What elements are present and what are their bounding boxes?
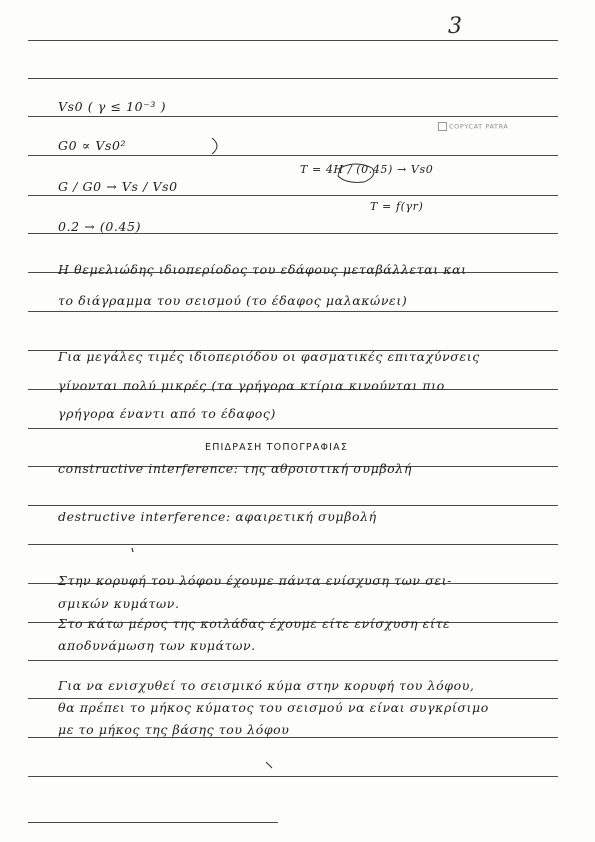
tick-mark (266, 762, 272, 768)
formula-g0: G0 ∝ Vs0² (58, 138, 127, 153)
paragraph-3-line-4: αποδυνάμωση των κυμάτων. (58, 638, 256, 653)
formula-period: Τ = 4H / (0.45) → Vs0 (300, 163, 434, 176)
ruled-line (28, 737, 558, 738)
ruled-line (28, 505, 558, 506)
formula-ratio-value: 0.2 → (0.45) (58, 219, 142, 234)
ruled-line (28, 155, 558, 156)
stamp-text: COPYCAT PATRA (449, 122, 509, 131)
paragraph-1-line-2: το διάγραμμα του σεισμού (το έδαφος μαλακώνει) (58, 293, 408, 308)
brace-mark (212, 138, 217, 154)
constructive-interference-line: constructive interference: της αθροιστική συμβολή (58, 461, 412, 476)
ruled-line-short (28, 822, 278, 823)
ruled-line (28, 660, 558, 661)
ruled-line (28, 544, 558, 545)
paragraph-2-line-2: γίνονται πολύ μικρές (τα γρήγορα κτίρια κινούνται πιο (58, 378, 445, 393)
paragraph-4-line-2: θα πρέπει το μήκος κύματος του σεισμού να είναι συγκρίσιμο (58, 700, 489, 715)
dot-mark (132, 548, 133, 552)
section-heading: ΕΠΙΔΡΑΣΗ ΤΟΠΟΓΡΑΦΙΑΣ (205, 442, 349, 453)
paragraph-2-line-1: Για μεγάλες τιμές ιδιοπεριόδου οι φασματικές επιταχύνσεις (58, 349, 480, 364)
paragraph-3-line-3: Στο κάτω μέρος της κοιλάδας έχουμε είτε ενίσχυση είτε (58, 616, 451, 631)
paragraph-2-line-3: γρήγορα έναντι από το έδαφος) (58, 406, 277, 421)
ruled-line (28, 40, 558, 41)
paragraph-1-line-1: Η θεμελιώδης ιδιοπερίοδος του εδάφους μεταβάλλεται και (58, 262, 467, 277)
ruled-line (28, 116, 558, 117)
formula-ratio: G / G0 → Vs / Vs0 (58, 179, 178, 194)
ruled-line (28, 311, 558, 312)
paragraph-4-line-3: με το μήκος της βάσης του λόφου (58, 722, 290, 737)
formula-vs0: Vs0 ( γ ≤ 10⁻³ ) (58, 99, 167, 114)
ruled-line (28, 428, 558, 429)
page-number: 3 (448, 14, 462, 39)
ruled-line (28, 195, 558, 196)
paragraph-3-line-2: σμικών κυμάτων. (58, 596, 180, 611)
stamp-logo-icon (438, 122, 447, 131)
destructive-interference-line: destructive interference: αφαιρετική συμβολή (58, 509, 377, 524)
formula-period-function: T = f(γr) (370, 200, 424, 213)
paragraph-3-line-1: Στην κορυφή του λόφου έχουμε πάντα ενίσχυση των σει- (58, 573, 452, 588)
ruled-line (28, 776, 558, 777)
ruled-line (28, 698, 558, 699)
copycat-stamp (438, 122, 508, 131)
ruled-line (28, 78, 558, 79)
paragraph-4-line-1: Για να ενισχυθεί το σεισμικό κύμα στην κορυφή του λόφου, (58, 678, 475, 693)
